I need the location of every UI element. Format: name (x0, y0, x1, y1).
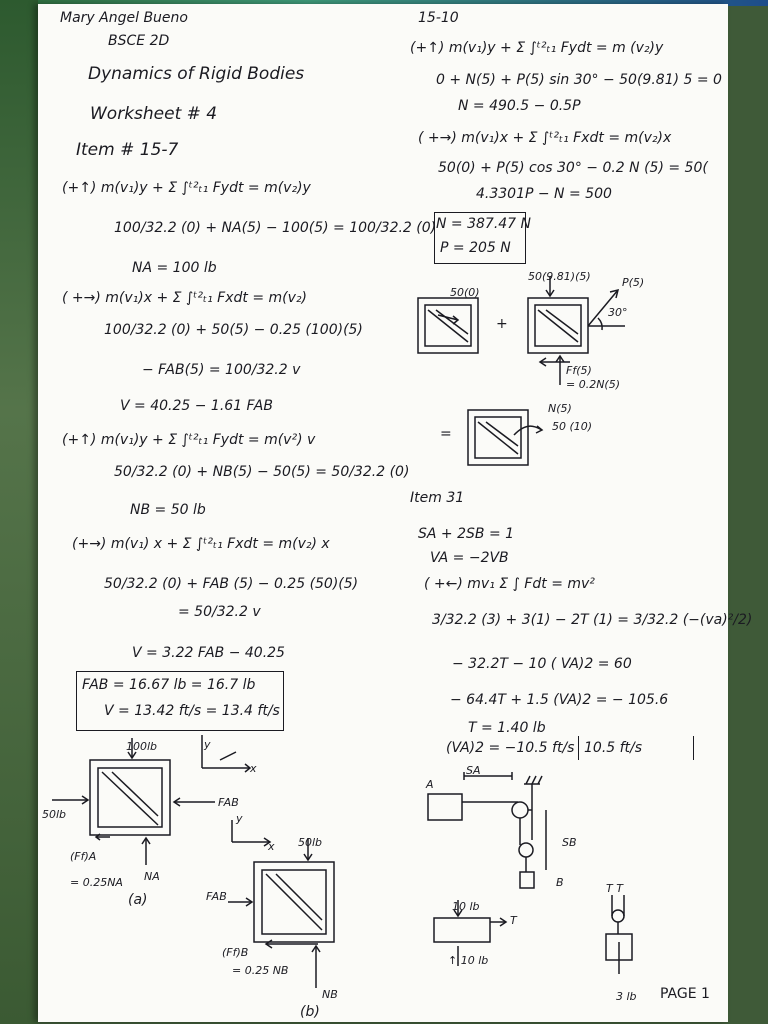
fig31-two-tensions: T T (606, 882, 623, 895)
axis-b-x: x (268, 840, 275, 853)
eq-b-x: 50/32.2 (0) + FAB (5) − 0.25 (50)(5) (104, 576, 359, 592)
eq31-velocity: VA = −2VB (430, 550, 509, 566)
eq-1510-p: 4.3301P − N = 500 (476, 186, 612, 202)
result-t: T = 1.40 lb (468, 720, 546, 736)
fig1510-friction: Ff(5) (566, 364, 592, 377)
eq-1510-n: N = 490.5 − 0.5P (458, 98, 581, 114)
answer-31: 10.5 ft/s (584, 740, 643, 756)
fbd-a-friction-val: = 0.25NA (70, 876, 123, 889)
eq-1510-x-sub: 50(0) + P(5) cos 30° − 0.2 N (5) = 50( (438, 160, 708, 176)
problem-15-10-title: 15-10 (418, 10, 459, 26)
axis-a-x: x (250, 762, 257, 775)
fbd-crate-b (200, 818, 370, 1008)
fbd-b-friction-val: = 0.25 NB (232, 964, 289, 977)
background-strip-left (0, 0, 38, 1024)
fig1510-momentum-initial: 50(0) (450, 286, 480, 299)
fbd-a-caption: (a) (128, 892, 148, 908)
page-number: PAGE 1 (660, 986, 710, 1002)
fig31-block-a: A (426, 778, 434, 791)
answer-n: N = 387.47 N (436, 216, 532, 232)
fig1510-final-momentum: 50 (10) (552, 420, 593, 433)
eq31-constraint: SA + 2SB = 1 (418, 526, 515, 542)
eq31-impulse: ( +←) mv₁ Σ ∫ Fdt = mv² (424, 576, 595, 592)
eq-b-x-cont: = 50/32.2 v (178, 604, 261, 620)
answer-v: V = 13.42 ft/s = 13.4 ft/s (104, 703, 280, 719)
eq-a-x-cont: − FAB(5) = 100/32.2 v (142, 362, 301, 378)
eq-impulse-y: (+↑) m(v₁)y + Σ ∫ᵗ²ₜ₁ Fydt = m(v₂)y (62, 180, 311, 196)
fig1510-normal: N(5) (548, 402, 572, 415)
fig1510-push-impulse: P(5) (622, 276, 645, 289)
result-v-b: V = 3.22 FAB − 40.25 (132, 645, 285, 661)
result-v-a: V = 40.25 − 1.61 FAB (120, 398, 273, 414)
fbd-b-fab: FAB (206, 890, 227, 903)
result-na: NA = 100 lb (132, 260, 217, 276)
fig31-sa: SA (466, 764, 481, 777)
worksheet-title: Worksheet # 4 (90, 104, 218, 124)
fig31-weight-b: 3 lb (616, 990, 637, 1003)
fbd-b-weight: 50lb (298, 836, 323, 849)
eq-1510-y-sub: 0 + N(5) + P(5) sin 30° − 50(9.81) 5 = 0 (436, 72, 722, 88)
fig31-block-b: B (556, 876, 564, 889)
eq-1510-x: ( +→) m(v₁)x + Σ ∫ᵗ²ₜ₁ Fxdt = m(v₂)x (418, 130, 672, 146)
fig1510-plus: + (496, 316, 508, 332)
eq31-a: − 32.2T − 10 ( VA)2 = 60 (452, 656, 632, 672)
eq-a-y: 100/32.2 (0) + NA(5) − 100(5) = 100/32.2 (0) (114, 220, 437, 236)
eq31-sub: 3/32.2 (3) + 3(1) − 2T (1) = 3/32.2 (−(va)²/2) (432, 612, 753, 628)
eq-b-y: 50/32.2 (0) + NB(5) − 50(5) = 50/32.2 (0) (114, 464, 410, 480)
answer-fab: FAB = 16.67 lb = 16.7 lb (82, 677, 256, 693)
pulley-diagram-31 (420, 770, 670, 1010)
fig1510-weight-impulse: 50(9.81)(5) (528, 270, 591, 283)
fbd-b-caption: (b) (300, 1004, 320, 1020)
result-nb: NB = 50 lb (130, 502, 206, 518)
fig31-tension: T (510, 914, 517, 927)
fig31-normal: ↑ 10 lb (448, 954, 489, 967)
student-name: Mary Angel Bueno (60, 10, 188, 26)
axis-a-y: y (204, 738, 211, 751)
fig1510-equals: = (440, 426, 452, 442)
item31-title: Item 31 (410, 490, 465, 506)
eq-1510-y: (+↑) m(v₁)y + Σ ∫ᵗ²ₜ₁ Fydt = m (v₂)y (410, 40, 664, 56)
eq-a-x: 100/32.2 (0) + 50(5) − 0.25 (100)(5) (104, 322, 363, 338)
axis-b-y: y (236, 812, 243, 825)
fbd-b-friction: (Ff)B (222, 946, 249, 959)
fbd-a-friction: (Ff)A (70, 850, 97, 863)
fbd-b-normal: NB (322, 988, 338, 1001)
fbd-a-normal: NA (144, 870, 160, 883)
course-title: Dynamics of Rigid Bodies (88, 64, 305, 84)
fbd-a-fab: FAB (218, 796, 239, 809)
fbd-a-push: 50lb (42, 808, 67, 821)
eq-impulse-x-b: (+→) m(v₁) x + Σ ∫ᵗ²ₜ₁ Fxdt = m(v₂) x (72, 536, 330, 552)
eq-impulse-x: ( +→) m(v₁)x + Σ ∫ᵗ²ₜ₁ Fxdt = m(v₂) (62, 290, 307, 306)
fig31-force-10: 10 lb (452, 900, 480, 913)
fbd-a-weight: 100lb (126, 740, 158, 753)
section-label: BSCE 2D (108, 33, 170, 49)
item-title: Item # 15-7 (76, 140, 179, 160)
eq-impulse-y-b: (+↑) m(v₁)y + Σ ∫ᵗ²ₜ₁ Fydt = m(v²) v (62, 432, 316, 448)
eq31-b: − 64.4T + 1.5 (VA)2 = − 105.6 (450, 692, 669, 708)
impulse-diagram-1510 (410, 270, 670, 480)
fig1510-angle: 30° (608, 306, 628, 319)
fig1510-friction-val: = 0.2N(5) (566, 378, 621, 391)
result-va: (VA)2 = −10.5 ft/s (446, 740, 575, 756)
fig31-sb: SB (562, 836, 577, 849)
answer-p: P = 205 N (440, 240, 511, 256)
